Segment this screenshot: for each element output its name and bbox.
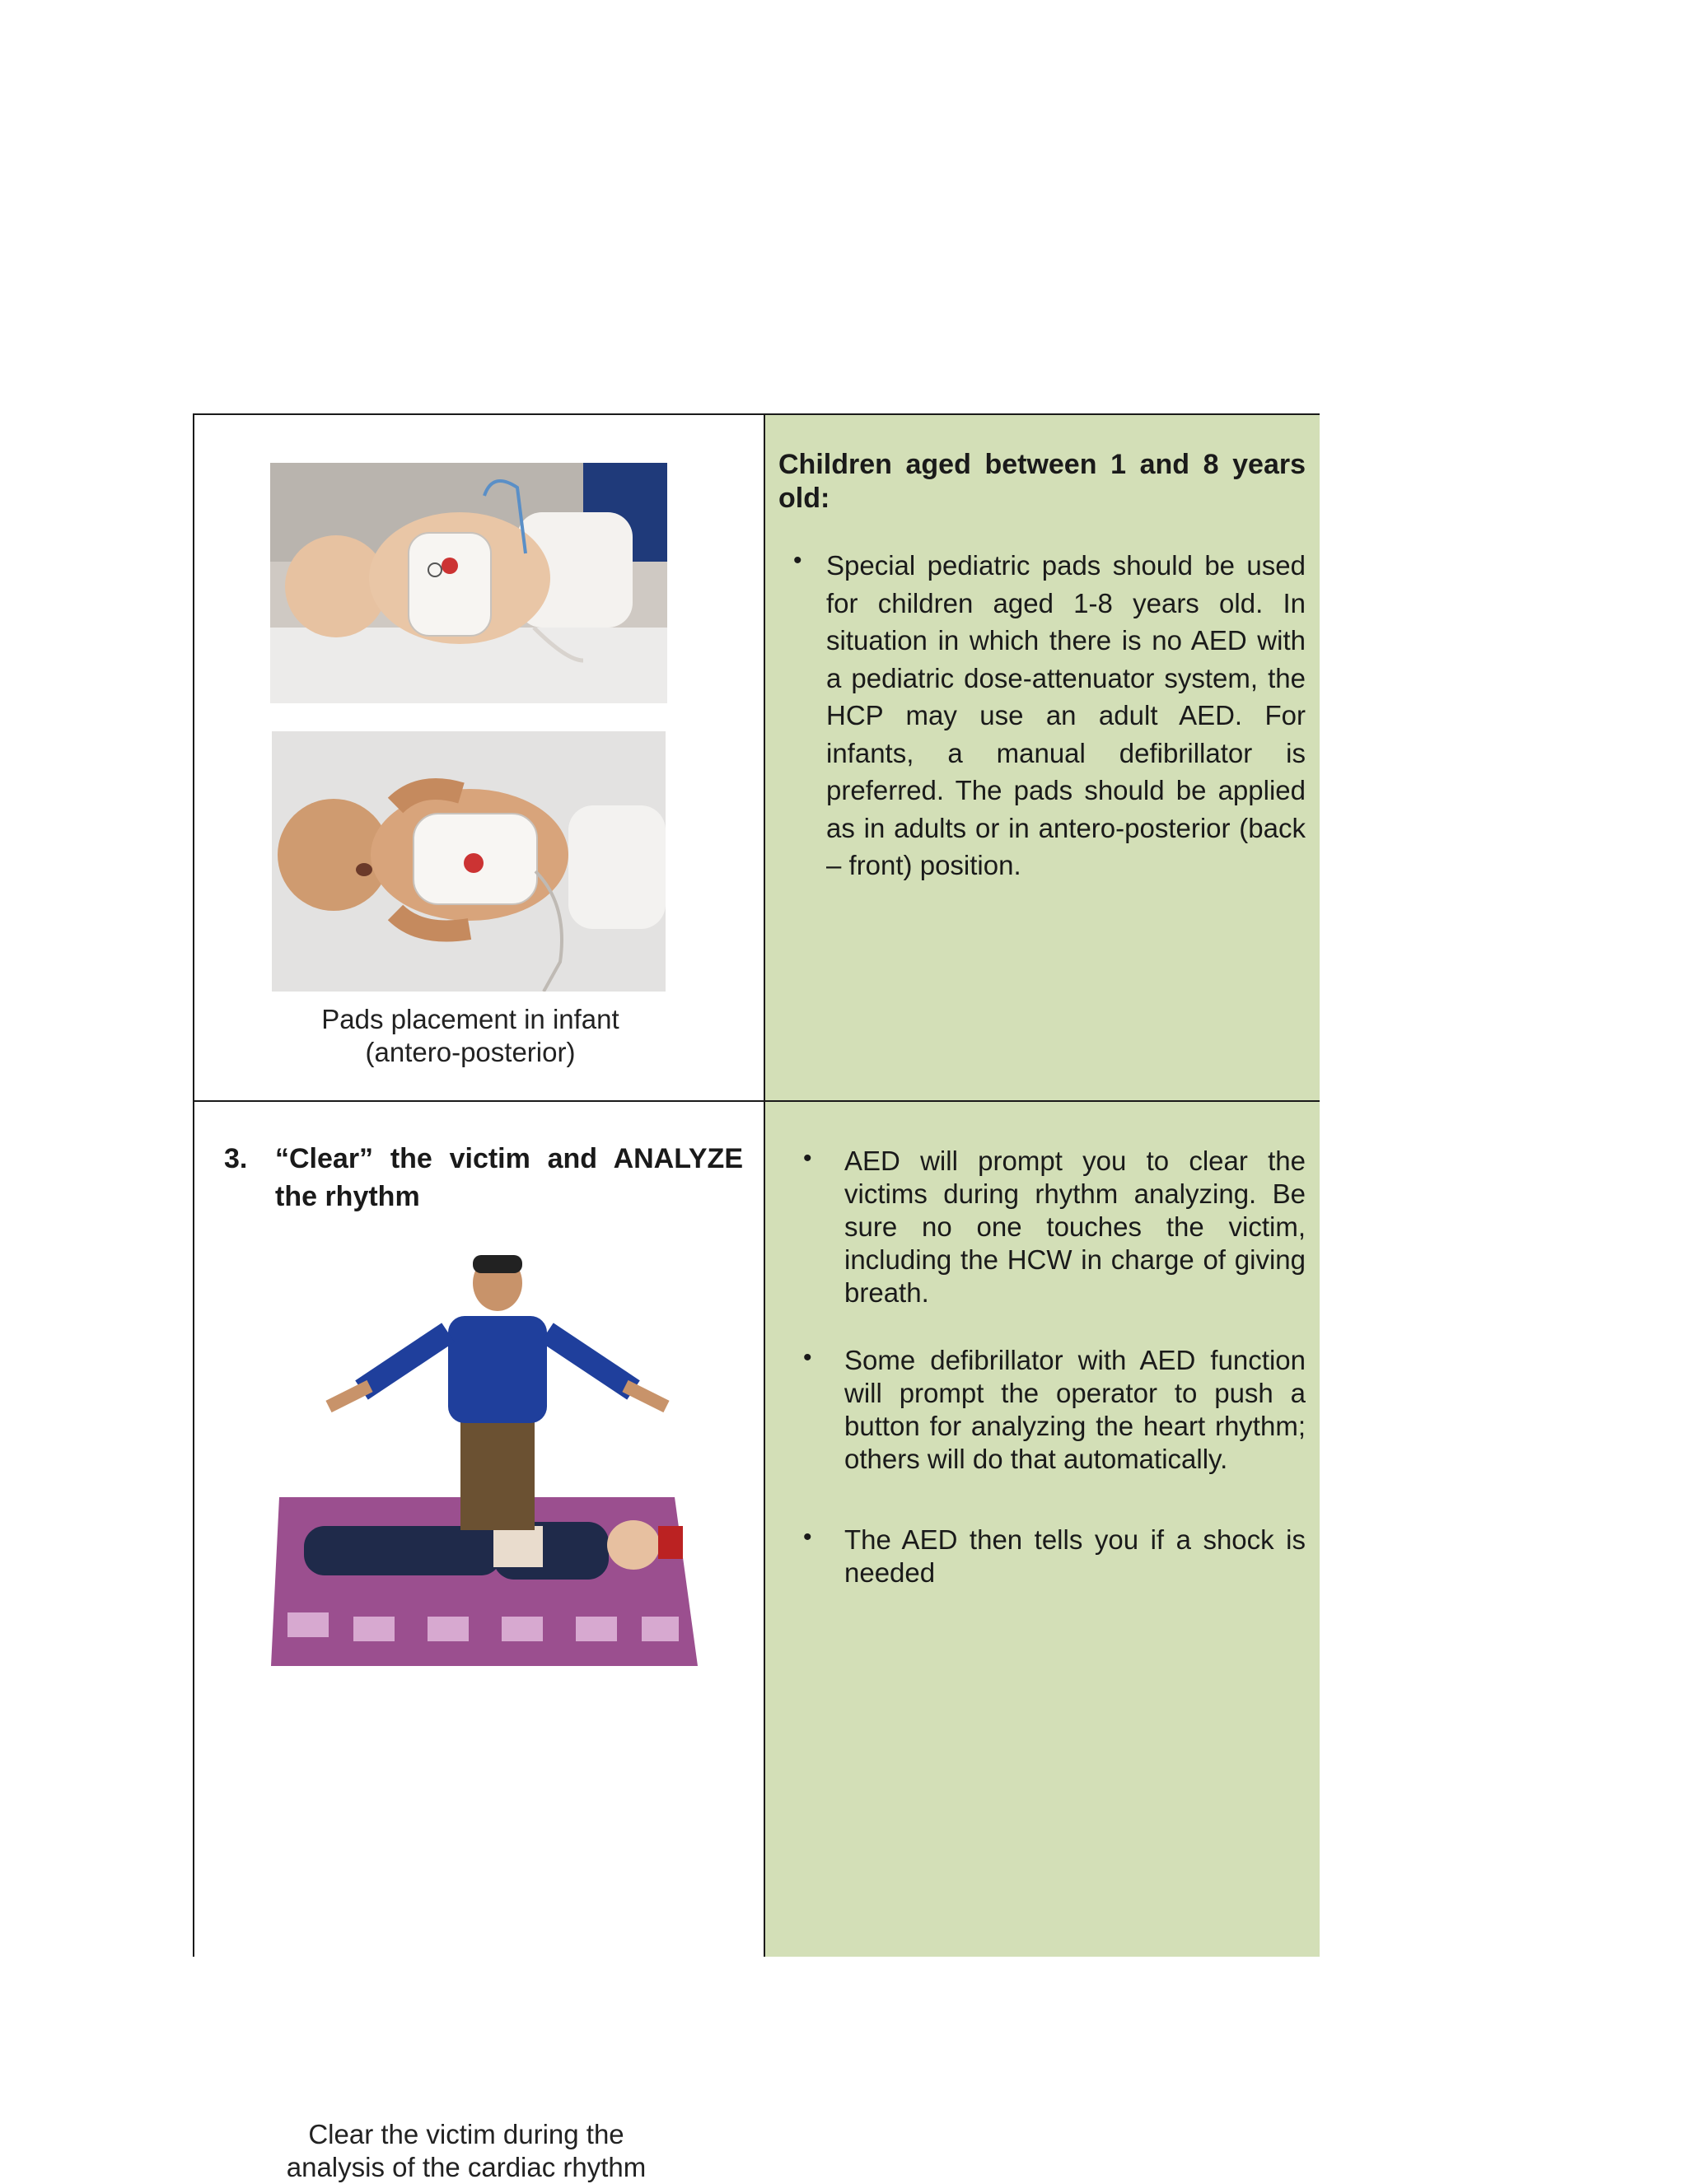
cell-children-1-8-text bbox=[765, 415, 1320, 1100]
list-item bbox=[778, 1344, 1306, 1476]
bullet-list bbox=[778, 547, 1306, 884]
bullet-text: Special pediatric pads should be used for children aged 1-8 years old. In situation in which there is no AED with a pediatric dose-attenuator system, the HCP may use an adult AED. For infants, a manual defibrillator is preferred. The pads should be applied as in adults or in antero-posterior (back – front) position. bbox=[826, 550, 1306, 880]
clear-victim-caption bbox=[219, 2118, 713, 2184]
cell-clear-victim bbox=[194, 1102, 764, 2182]
content-table bbox=[193, 413, 1320, 2182]
section-heading: Children aged between 1 and 8 years old: bbox=[778, 449, 1306, 514]
bullet-text: AED will prompt you to clear the victims during rhythm analyzing. Be sure no one touches the victim, including the HCW in charge of giving breath. bbox=[844, 1146, 1306, 1308]
caption-line: (antero-posterior) bbox=[365, 1037, 576, 1067]
bullet-text: The AED then tells you if a shock is needed bbox=[844, 1524, 1306, 1588]
list-item bbox=[778, 1524, 1306, 1589]
step-number: 3. bbox=[224, 1143, 248, 1174]
bullet-text: Some defibrillator with AED function will prompt the operator to push a button for analyzing the heart rhythm; others will do that automatically. bbox=[844, 1345, 1306, 1474]
infant-pads-front-photo bbox=[270, 463, 667, 703]
caption-line: Pads placement in infant bbox=[321, 1004, 619, 1034]
step-title-text: “Clear” the victim and ANALYZE the rhythm bbox=[275, 1143, 743, 1212]
caption-line: Clear the victim during the bbox=[308, 2119, 624, 2149]
infant-pads-antero-posterior-photo bbox=[272, 731, 666, 992]
bullet-icon: • bbox=[803, 1344, 812, 1371]
list-item bbox=[778, 1145, 1306, 1309]
infant-pads-caption bbox=[227, 1003, 713, 1069]
caption-line: analysis of the cardiac rhythm bbox=[286, 2152, 647, 2182]
bullet-icon: • bbox=[803, 1524, 812, 1551]
bullet-icon: • bbox=[793, 547, 802, 574]
cell-infant-pads-images bbox=[194, 415, 764, 1100]
column-divider bbox=[764, 415, 765, 1955]
bullet-icon: • bbox=[803, 1145, 812, 1172]
list-item bbox=[778, 547, 1306, 884]
step-title bbox=[224, 1140, 743, 1216]
row-divider bbox=[194, 1100, 1318, 1102]
clear-victim-photo bbox=[271, 1250, 698, 1666]
